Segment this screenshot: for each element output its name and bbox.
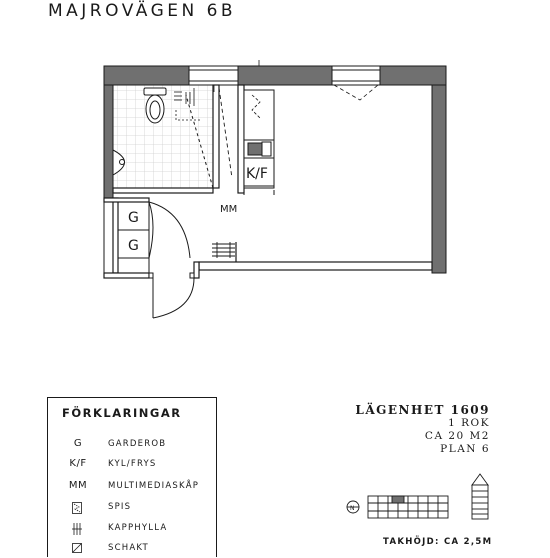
legend-code: K/F [69, 458, 87, 469]
legend-label: KYL/FRYS [108, 459, 157, 469]
legend [47, 397, 217, 557]
window-swing [334, 85, 378, 100]
apartment-rooms: 1 ROK [448, 417, 490, 429]
north-label: N [350, 505, 355, 512]
ceiling-height [383, 537, 492, 547]
spis-icon [72, 502, 82, 514]
ceiling-height-label: TAKHÖJD: [383, 537, 440, 547]
legend-label: GARDEROB [108, 439, 167, 449]
coat-rack [212, 242, 235, 258]
kapphylla-icon [72, 523, 82, 535]
fridge-label: K/F [246, 166, 268, 182]
hall-door-swing [149, 202, 190, 258]
legend-label: SPIS [108, 502, 132, 512]
legend-code: G [73, 438, 83, 449]
legend-label: KAPPHYLLA [108, 523, 168, 533]
page-title: MAJROVÄGEN 6B [48, 1, 237, 21]
legend-heading: FÖRKLARINGAR [62, 406, 182, 420]
key-plan [368, 496, 448, 518]
apartment-info [355, 403, 490, 456]
legend-item [48, 480, 216, 496]
legend-label: SCHAKT [108, 543, 149, 553]
wardrobe-label-1: G [128, 210, 139, 226]
entrance-door [149, 273, 194, 318]
media-cabinet-label: MM [220, 204, 238, 215]
legend-item [48, 458, 216, 474]
apartment-name: LÄGENHET 1609 [355, 403, 490, 417]
legend-item [48, 522, 216, 538]
schakt-icon [72, 543, 82, 553]
ceiling-height-value: CA 2,5M [443, 537, 493, 547]
key-plan-highlight [392, 496, 404, 503]
wardrobe-label-2: G [128, 238, 139, 254]
legend-item [48, 501, 216, 517]
legend-code: MM [68, 480, 88, 491]
legend-item [48, 542, 216, 558]
bathroom-floor [113, 85, 213, 188]
apartment-area: CA 20 M2 [424, 430, 490, 442]
legend-item [48, 438, 216, 454]
legend-label: MULTIMEDIASKÅP [108, 481, 200, 491]
key-section [472, 474, 488, 519]
apartment-floor: PLAN 6 [440, 443, 490, 455]
